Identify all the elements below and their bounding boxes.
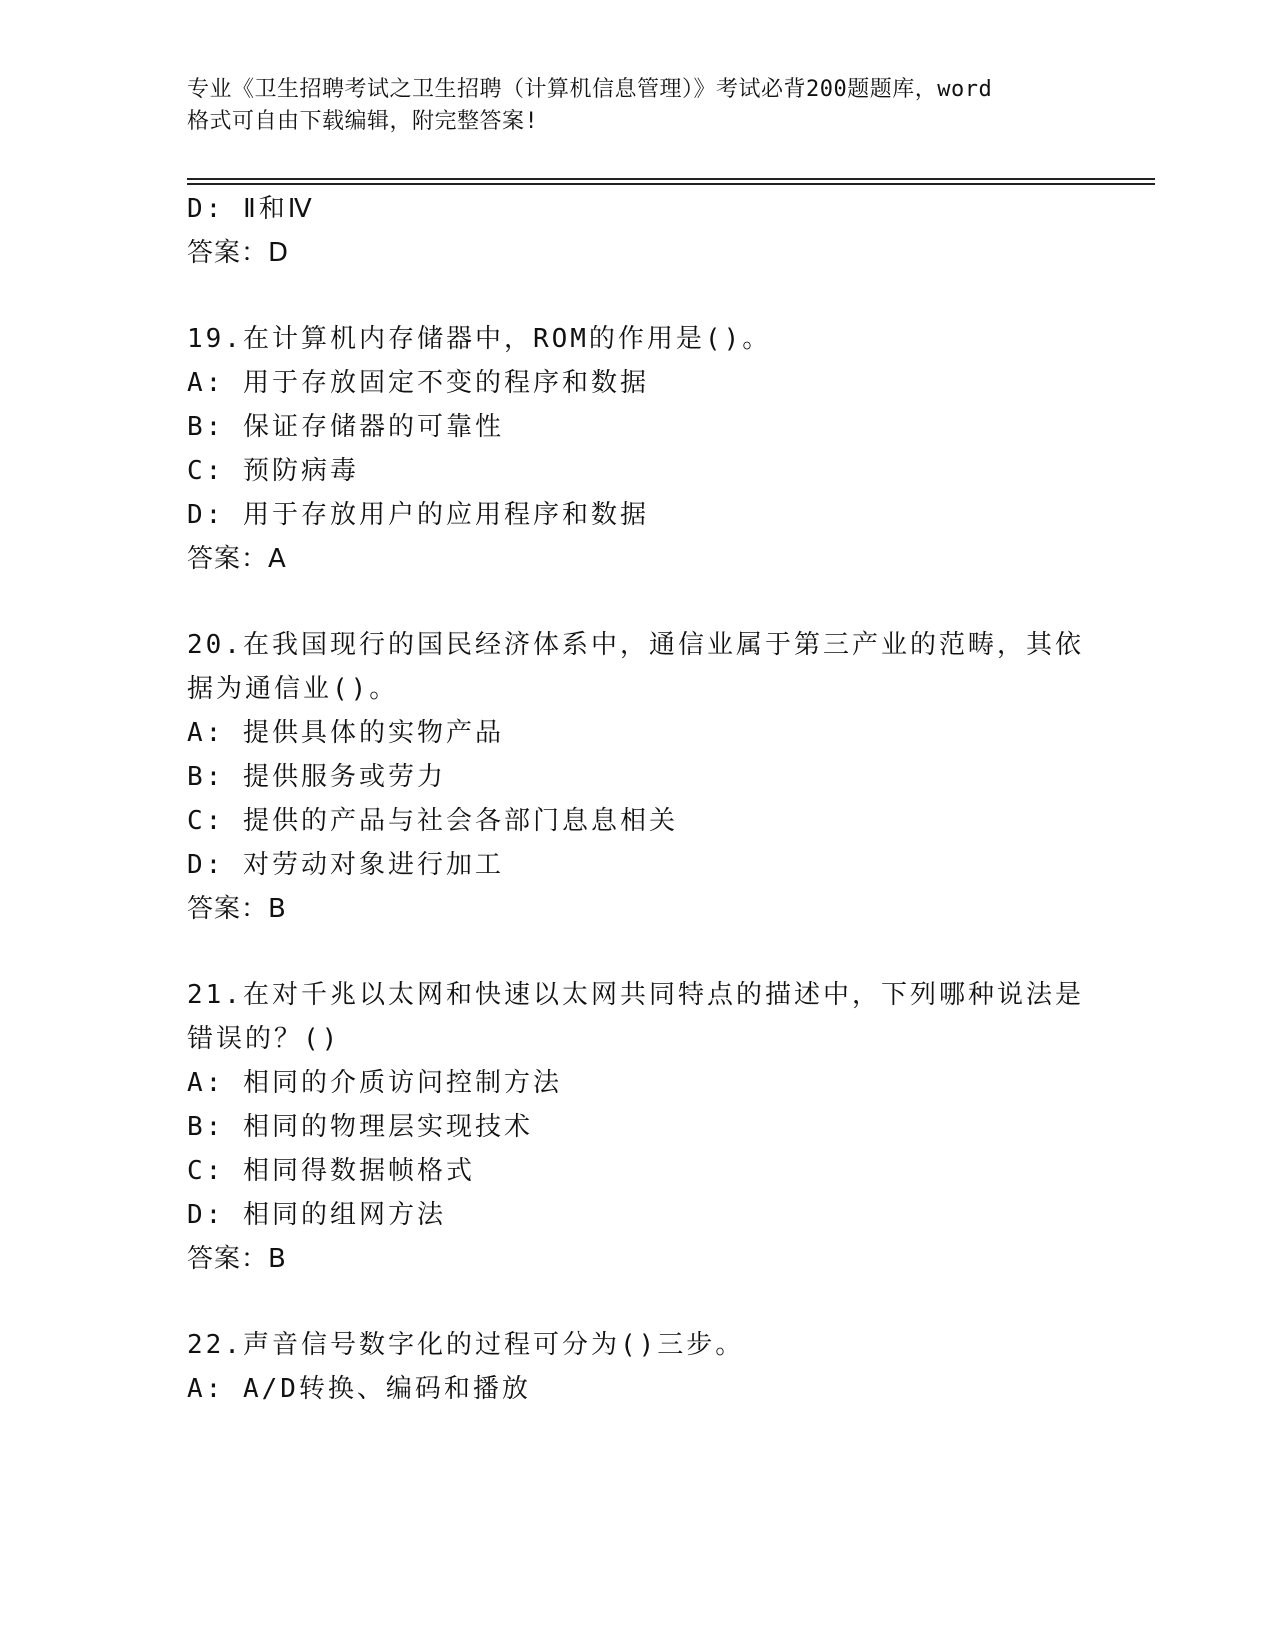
q21-stem-line-2: 错误的？() (187, 1024, 341, 1054)
q21-stem-line-1: 21.在对千兆以太网和快速以太网共同特点的描述中，下列哪种说法是 (187, 980, 1084, 1010)
q21-option-a: A: 相同的介质访问控制方法 (187, 1068, 562, 1098)
document-header (187, 74, 1087, 138)
q21-option-b: B: 相同的物理层实现技术 (187, 1112, 533, 1142)
q20-stem-line-2: 据为通信业()。 (187, 674, 399, 704)
q19-option-a: A: 用于存放固定不变的程序和数据 (187, 368, 649, 398)
q21-option-c: C: 相同得数据帧格式 (187, 1156, 475, 1186)
q19-option-c: C: 预防病毒 (187, 456, 359, 486)
header-divider-bottom (187, 183, 1155, 185)
header-divider-top (187, 178, 1155, 180)
q19-option-b: B: 保证存储器的可靠性 (187, 412, 504, 442)
q22-option-a: A: A/D转换、编码和播放 (187, 1374, 531, 1404)
q19-stem: 19.在计算机内存储器中，ROM的作用是()。 (187, 324, 772, 354)
header-line-1: 专业《卫生招聘考试之卫生招聘（计算机信息管理）》考试必背200题题库，word (187, 77, 993, 102)
q22-stem: 22.声音信号数字化的过程可分为()三步。 (187, 1330, 745, 1360)
q19-answer: 答案：A (187, 544, 287, 574)
q20-option-d: D: 对劳动对象进行加工 (187, 850, 504, 880)
q20-option-a: A: 提供具体的实物产品 (187, 718, 504, 748)
q20-answer: 答案：B (187, 894, 287, 924)
q19-option-d: D: 用于存放用户的应用程序和数据 (187, 500, 649, 530)
prev-option-d: D: Ⅱ和Ⅳ (187, 194, 315, 224)
header-line-2: 格式可自由下载编辑，附完整答案! (187, 109, 539, 134)
q20-option-b: B: 提供服务或劳力 (187, 762, 446, 792)
prev-answer: 答案：D (187, 238, 290, 268)
q21-answer: 答案：B (187, 1244, 287, 1274)
q20-option-c: C: 提供的产品与社会各部门息息相关 (187, 806, 678, 836)
q21-option-d: D: 相同的组网方法 (187, 1200, 446, 1230)
q20-stem-line-1: 20.在我国现行的国民经济体系中，通信业属于第三产业的范畴，其依 (187, 630, 1084, 660)
